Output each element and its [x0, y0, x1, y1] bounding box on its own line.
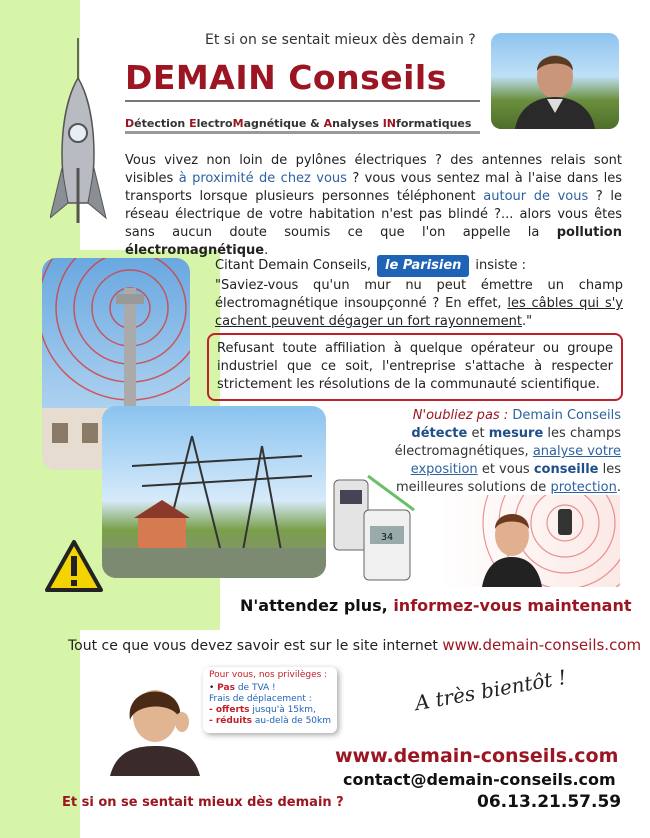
privilege-no: Pas — [217, 683, 235, 693]
call-to-action — [240, 596, 631, 615]
service-protection-link[interactable]: protection — [550, 480, 617, 495]
subtitle-part: M — [232, 117, 244, 130]
subtitle-part: formatiques — [396, 117, 472, 130]
privilege-reduced-range: au-delà de 50km — [252, 716, 332, 726]
services-company: Demain Conseils — [508, 408, 621, 423]
quote-verb: insiste : — [475, 258, 527, 273]
intro-paragraph — [125, 152, 622, 260]
intro-highlight: pollution électromagnétique — [125, 225, 622, 258]
handwritten-signoff: A très bientôt ! — [413, 664, 569, 716]
intro-text: ? vous vous sentez mal à l'aise dans les transports lorsque plusieurs personnes téléphonent — [125, 171, 622, 204]
service-detect: détecte — [411, 426, 468, 441]
website-line-text: Tout ce que vous devez savoir est sur le site internet — [68, 638, 443, 654]
header-tagline: Et si on se sentait mieux dès demain ? — [205, 32, 476, 48]
subtitle-part: E — [189, 117, 197, 130]
brand-divider — [125, 100, 480, 102]
intro-link-around-you[interactable]: autour de vous — [483, 189, 589, 204]
quote-end: ." — [521, 314, 533, 329]
rocket-illustration — [50, 38, 125, 228]
intro-text: ? le réseau électrique de votre habitation n'est pas blindé ?... alors vous êtes sans aucun doute soumis ce que l'on appelle la — [125, 189, 623, 240]
privilege-item — [209, 705, 331, 716]
contact-phone[interactable]: 06.13.21.57.59 — [477, 792, 622, 812]
intro-text: . — [264, 243, 269, 258]
portrait-figure — [491, 33, 619, 129]
privilege-item: Frais de déplacement : — [209, 694, 312, 704]
privilege-reduced: - réduits — [209, 716, 253, 726]
subtitle-part: étection — [134, 117, 190, 130]
press-quote — [215, 255, 623, 331]
woman-phone-photo — [440, 495, 620, 587]
services-text: les champs électromagnétiques, — [394, 426, 621, 459]
services-lead: N'oubliez pas : — [412, 408, 509, 423]
quote-body — [215, 277, 623, 331]
service-advise: conseille — [533, 462, 599, 477]
quote-text: "Saviez-vous qu'un mur nu peut émettre un champ électromagnétique insoupçonné ? En effet, — [215, 278, 623, 311]
pylon-drawing — [102, 406, 326, 578]
footer-tagline: Et si on se sentait mieux dès demain ? — [62, 795, 344, 810]
privileges-box — [203, 667, 337, 733]
subtitle-part: nalyses — [332, 117, 383, 130]
consultant-portrait — [491, 33, 619, 129]
services-text: les meilleures solutions de — [395, 462, 621, 495]
le-parisien-logo: le Parisien — [377, 255, 469, 277]
quote-lead: Citant Demain Conseils, — [215, 258, 372, 273]
brand-subtitle — [125, 117, 471, 130]
independence-statement: Refusant toute affiliation à quelque opérateur ou groupe industriel que ce soit, l'entreprise s'attache à respecter strictement les résolutions de la communauté scientifique. — [207, 333, 623, 401]
services-text: . — [616, 480, 621, 495]
service-analyse-link[interactable]: analyse votre exposition — [410, 444, 621, 477]
subtitle-part: IN — [382, 117, 397, 130]
services-summary — [393, 407, 621, 497]
woman-thinking-photo — [100, 672, 210, 776]
contact-email[interactable]: contact@demain-conseils.com — [343, 770, 616, 789]
subtitle-part: agnétique & — [243, 117, 324, 130]
pylon-photo — [102, 406, 326, 578]
privilege-free-range: jusqu'à 15km, — [249, 705, 316, 715]
service-measure: mesure — [488, 426, 544, 441]
brand-name: DEMAIN Conseils — [125, 58, 447, 97]
subtitle-part: A — [323, 117, 333, 130]
cta-plain: N'attendez plus, — [240, 596, 394, 615]
services-text: et vous — [477, 462, 534, 477]
privilege-free: - offerts — [209, 705, 250, 715]
website-line-url[interactable]: www.demain-conseils.com — [442, 636, 642, 654]
brand-subtitle-bar — [125, 131, 480, 134]
woman-phone-drawing — [440, 495, 620, 587]
website-line — [68, 636, 641, 654]
quote-underlined: les câbles qui s'y cachent peuvent dégager un fort rayonnement — [215, 296, 624, 329]
subtitle-part: lectro — [196, 117, 233, 130]
services-text: et — [467, 426, 489, 441]
contact-website[interactable]: www.demain-conseils.com — [335, 745, 619, 767]
intro-link-proximity[interactable]: à proximité de chez vous — [178, 171, 347, 186]
subtitle-part: D — [125, 117, 135, 130]
svg-text:34: 34 — [380, 532, 394, 543]
intro-text: Vous vivez non loin de pylônes électriques ? des antennes relais sont visibles — [125, 153, 622, 186]
privilege-item — [209, 716, 331, 727]
privilege-vat: de TVA ! — [234, 683, 276, 693]
privileges-title: Pour vous, nos privilèges : — [209, 670, 328, 680]
cta-accent: informez-vous maintenant — [393, 596, 632, 615]
warning-icon — [44, 538, 104, 594]
privilege-item: • Pas de TVA ! — [209, 683, 276, 693]
